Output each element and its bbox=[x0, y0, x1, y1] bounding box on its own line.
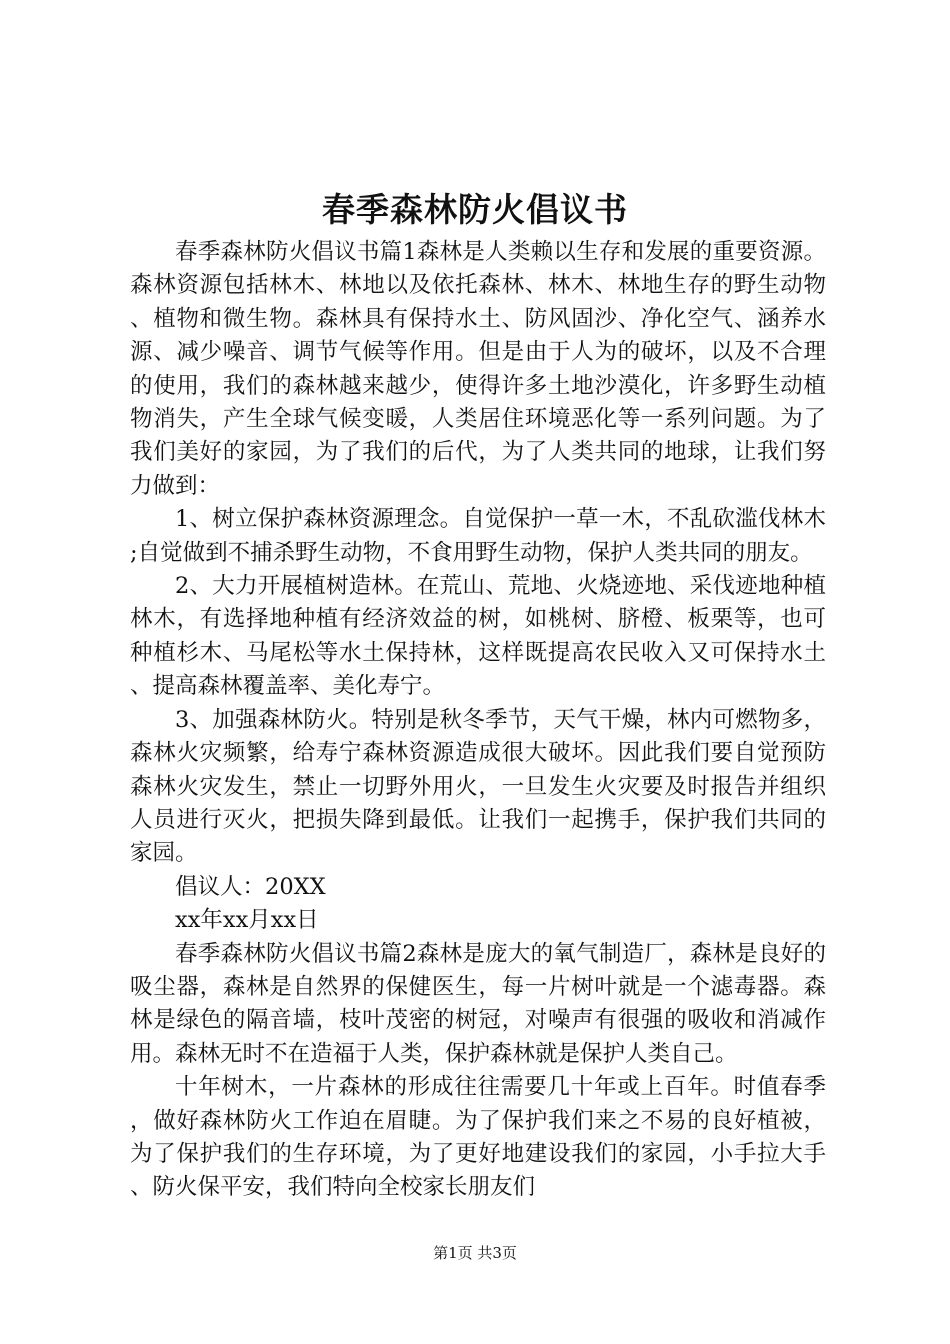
paragraph-date: xx年xx月xx日 bbox=[175, 907, 319, 934]
document-body bbox=[130, 236, 826, 1205]
paragraph-intro: 春季森林防火倡议书篇1森林是人类赖以生存和发展的重要资源。森林资源包括林木、林地以及依托森林、林木、林地生存的野生动物、植物和微生物。森林具有保持水土、防风固沙、净化空气、涵养水源、减少噪音、调节气候等作用。但是由于人为的破坏，以及不合理的使用，我们的森林越来越少，使得许多土地沙漠化，许多野生动植物消失，产生全球气候变暖，人类居住环境恶化等一系列问题。为了我们美好的家园，为了我们的后代，为了人类共同的地球，让我们努力做到： bbox=[130, 239, 826, 499]
document-title: 春季森林防火倡议书 bbox=[322, 190, 628, 229]
paragraph-article-2-cont: 十年树木，一片森林的形成往往需要几十年或上百年。时值春季，做好森林防火工作迫在眉睫。为了保护我们来之不易的良好植被，为了保护我们的生存环境，为了更好地建设我们的家园，小手拉大手、防火保平安，我们特向全校家长朋友们 bbox=[130, 1074, 826, 1201]
paragraph-point-1: 1、树立保护森林资源理念。自觉保护一草一木，不乱砍滥伐林木;自觉做到不捕杀野生动物，不食用野生动物，保护人类共同的朋友。 bbox=[130, 506, 826, 566]
paragraph-point-3: 3、加强森林防火。特别是秋冬季节，天气干燥，林内可燃物多，森林火灾频繁，给寿宁森林资源造成很大破坏。因此我们要自觉预防森林火灾发生，禁止一切野外用火，一旦发生火灾要及时报告并组织人员进行灭火，把损失降到最低。让我们一起携手，保护我们共同的家园。 bbox=[130, 706, 826, 867]
page-number-footer: 第1页 共3页 bbox=[433, 1244, 517, 1262]
paragraph-article-2: 春季森林防火倡议书篇2森林是庞大的氧气制造厂，森林是良好的吸尘器，森林是自然界的保健医生，每一片树叶就是一个滤毒器。森林是绿色的隔音墙，枝叶茂密的树冠，对噪声有很强的吸收和消减作用。森林无时不在造福于人类，保护森林就是保护人类自己。 bbox=[130, 940, 826, 1067]
paragraph-signatory: 倡议人：20XX bbox=[175, 873, 326, 900]
paragraph-point-2: 2、大力开展植树造林。在荒山、荒地、火烧迹地、采伐迹地种植林木，有选择地种植有经济效益的树，如桃树、脐橙、板栗等，也可种植杉木、马尾松等水土保持林，这样既提高农民收入又可保持水土、提高森林覆盖率、美化寿宁。 bbox=[130, 573, 826, 700]
